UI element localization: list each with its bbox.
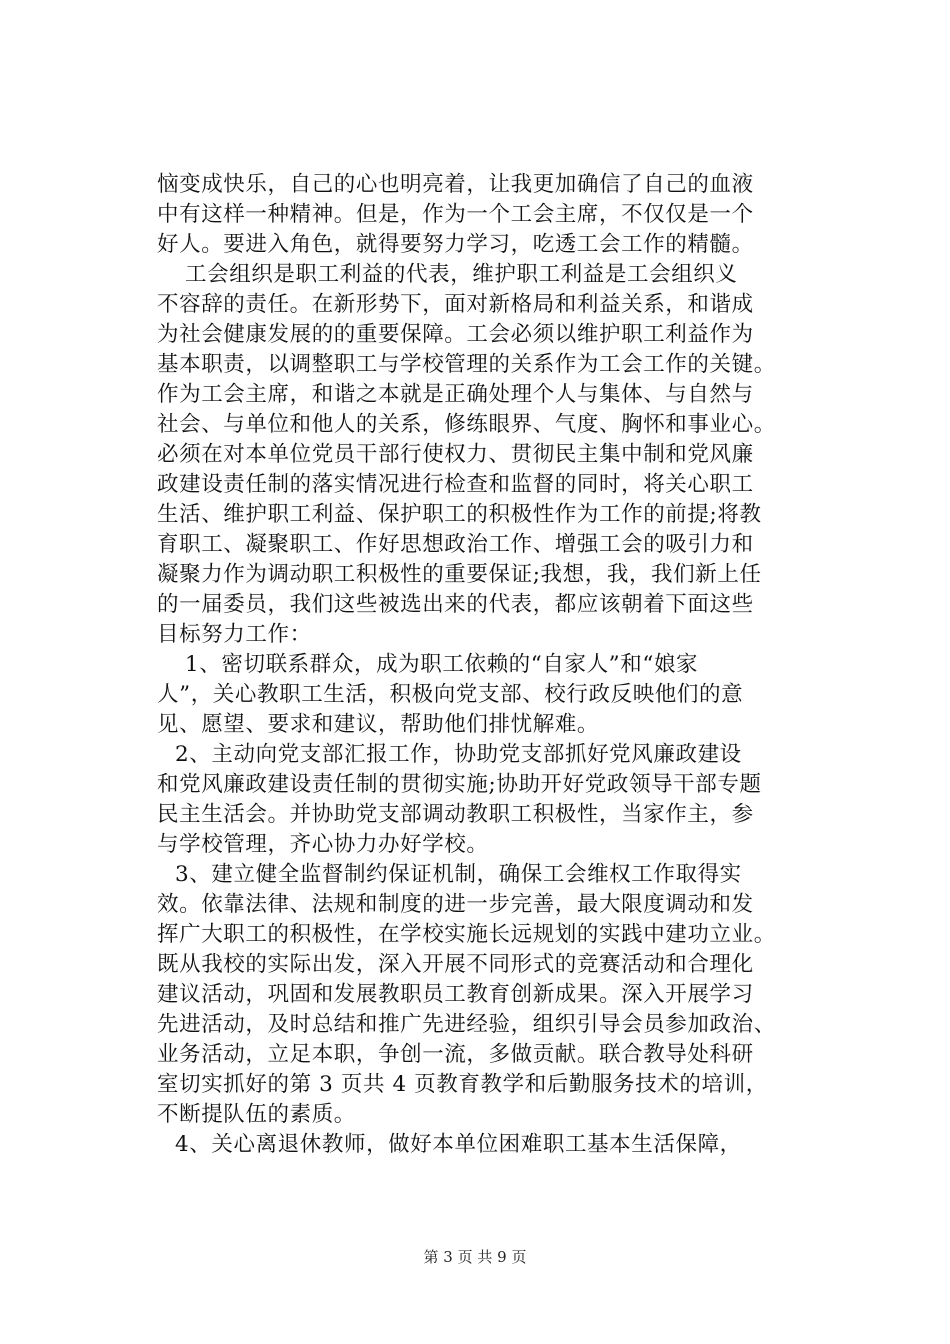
text-line: 和党风廉政建设责任制的贯彻实施;协助开好党政领导干部专题 [157, 772, 762, 797]
text-line: 2、主动向党支部汇报工作，协助党支部抓好党风廉政建设 [175, 742, 742, 767]
text-line: 建议活动，巩固和发展教职员工教育创新成果。深入开展学习 [157, 982, 754, 1007]
text-line: 不断提队伍的素质。 [157, 1102, 356, 1127]
text-line: 中有这样一种精神。但是，作为一个工会主席，不仅仅是一个 [157, 202, 754, 227]
text-line: 作为工会主席，和谐之本就是正确处理个人与集体、与自然与 [157, 382, 754, 407]
text-line: 业务活动，立足本职，争创一流，多做贡献。联合教导处科研 [157, 1042, 754, 1067]
text-line: 基本职责，以调整职工与学校管理的关系作为工会工作的关键。 [157, 352, 776, 377]
text-line: 工会组织是职工利益的代表，维护职工利益是工会组织义 [185, 262, 738, 287]
text-line: 既从我校的实际出发，深入开展不同形式的竞赛活动和合理化 [157, 952, 754, 977]
text-line: 挥广大职工的积极性，在学校实施长远规划的实践中建功立业。 [157, 922, 776, 947]
text-line: 凝聚力作为调动职工积极性的重要保证;我想，我，我们新上任 [157, 562, 762, 587]
text-line: 效。依靠法律、法规和制度的进一步完善，最大限度调动和发 [157, 892, 754, 917]
text-line: 的一届委员，我们这些被选出来的代表，都应该朝着下面这些 [157, 592, 754, 617]
text-line: 人”，关心教职工生活，积极向党支部、校行政反映他们的意 [157, 682, 744, 707]
text-line: 育职工、凝聚职工、作好思想政治工作、增强工会的吸引力和 [157, 532, 754, 557]
text-line: 室切实抓好的第 3 页共 4 页教育教学和后勤服务技术的培训， [157, 1072, 768, 1097]
text-line: 与学校管理，齐心协力办好学校。 [157, 832, 489, 857]
text-line: 1、密切联系群众，成为职工依赖的“自家人”和“娘家 [185, 652, 699, 677]
document-body [157, 170, 837, 1160]
text-line: 社会、与单位和他人的关系，修练眼界、气度、胸怀和事业心。 [157, 412, 776, 437]
text-line: 好人。要进入角色，就得要努力学习，吃透工会工作的精髓。 [157, 232, 754, 257]
text-line: 3、建立健全监督制约保证机制，确保工会维权工作取得实 [175, 862, 742, 887]
text-line: 先进活动，及时总结和推广先进经验，组织引导会员参加政治、 [157, 1012, 776, 1037]
text-line: 民主生活会。并协助党支部调动教职工积极性，当家作主，参 [157, 802, 754, 827]
page-footer: 第 3 页 共 9 页 [423, 1248, 527, 1266]
text-line: 必须在对本单位党员干部行使权力、贯彻民主集中制和党风廉 [157, 442, 754, 467]
text-line: 见、愿望、要求和建议，帮助他们排忧解难。 [157, 712, 600, 737]
text-line: 为社会健康发展的的重要保障。工会必须以维护职工利益作为 [157, 322, 754, 347]
text-line: 目标努力工作： [157, 622, 312, 647]
text-line: 政建设责任制的落实情况进行检查和监督的同时，将关心职工 [157, 472, 754, 497]
text-line: 生活、维护职工利益、保护职工的积极性作为工作的前提;将教 [157, 502, 762, 527]
text-line: 不容辞的责任。在新形势下，面对新格局和利益关系，和谐成 [157, 292, 754, 317]
text-line: 4、关心离退休教师，做好本单位困难职工基本生活保障， [175, 1132, 742, 1157]
text-line: 恼变成快乐，自己的心也明亮着，让我更加确信了自己的血液 [157, 172, 754, 197]
